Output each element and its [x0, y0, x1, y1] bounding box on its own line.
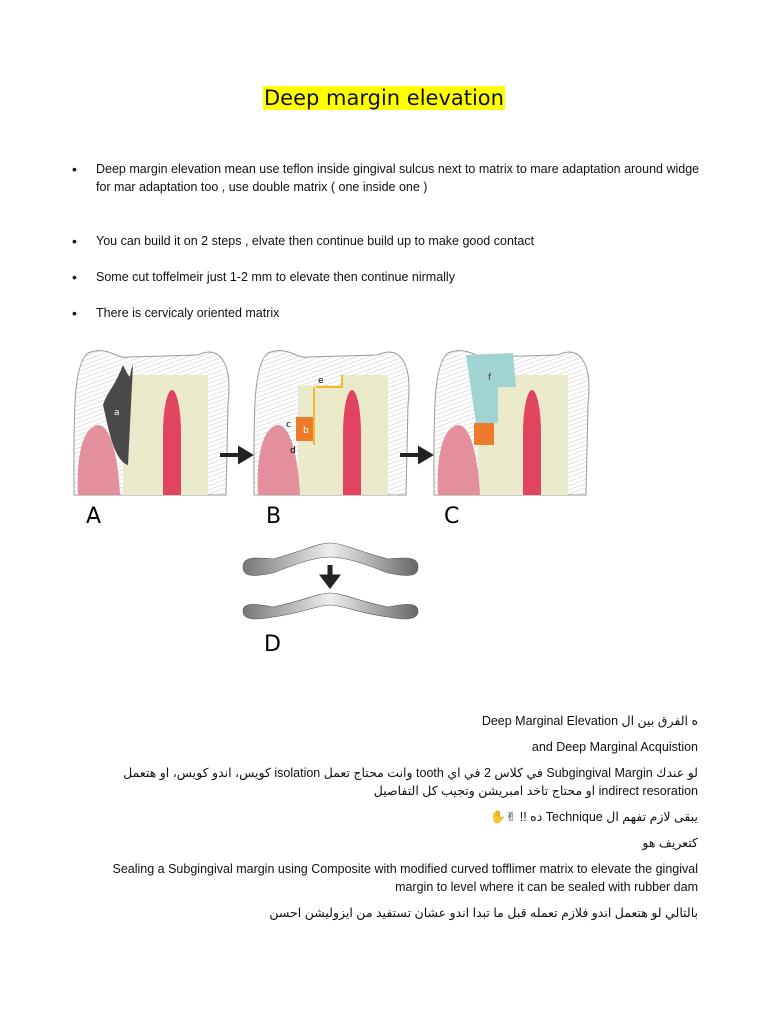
part-label: f: [488, 373, 492, 383]
deep-margin-figure: [68, 345, 608, 660]
part-label: e: [318, 376, 324, 386]
note-line: يبقى لازم تفهم ال Technique ده !! ✌✋: [490, 810, 698, 824]
pulp: [163, 390, 181, 495]
panel-c-tooth: [434, 351, 589, 495]
note-line: Sealing a Subgingival margin using Composite with modified curved tofflimer matrix to elevate the gingival margin to level where it can be sealed with rubber dam: [112, 862, 698, 894]
note-line: بالتالي لو هتعمل اندو فلازم تعمله قبل ما تبدا اندو عشان تستفيد من ايزوليشن احسن: [269, 906, 698, 920]
list-item: • Deep margin elevation mean use teflon inside gingival sulcus next to matrix to mare adaptation around widge for mar adaptation too , use double matrix ( one inside one ): [70, 160, 700, 196]
panel-d-matrix: [243, 543, 418, 657]
note-line: ه الفرق بين ال Deep Marginal Elevation: [481, 714, 698, 728]
note-line: and Deep Marginal Acquistion: [531, 740, 698, 754]
list-item: • You can build it on 2 steps , elvate then continue build up to make good contact: [70, 232, 700, 250]
note-line: كتعريف هو: [642, 836, 698, 850]
arabic-notes: [80, 712, 698, 930]
panel-label-d: D: [264, 632, 281, 657]
list-item: • Some cut toffelmeir just 1-2 mm to elevate then continue nirmally: [70, 268, 700, 286]
list-item: • There is cervicaly oriented matrix: [70, 304, 700, 322]
part-label: b: [303, 426, 309, 436]
panel-label-b: B: [266, 504, 282, 529]
note-line: لو عندك Subgingival Margin في كلاس 2 في اي tooth وانت محتاج تعمل isolation كويس، اندو كويس، او هتعمل indirect resoration او محتاج تاخد امبريشن وتجيب كل التفاصيل: [123, 766, 698, 798]
part-label: d: [290, 446, 296, 456]
panel-a-tooth: [74, 351, 229, 495]
part-label: a: [114, 408, 120, 418]
part-label: c: [286, 420, 291, 430]
panel-label-c: C: [444, 504, 460, 529]
arrow-icon: [324, 565, 336, 585]
page-title: Deep margin elevation: [264, 86, 504, 110]
panel-label-a: A: [86, 504, 102, 529]
bullet-list: [70, 160, 700, 340]
panel-b-tooth: [254, 351, 409, 495]
